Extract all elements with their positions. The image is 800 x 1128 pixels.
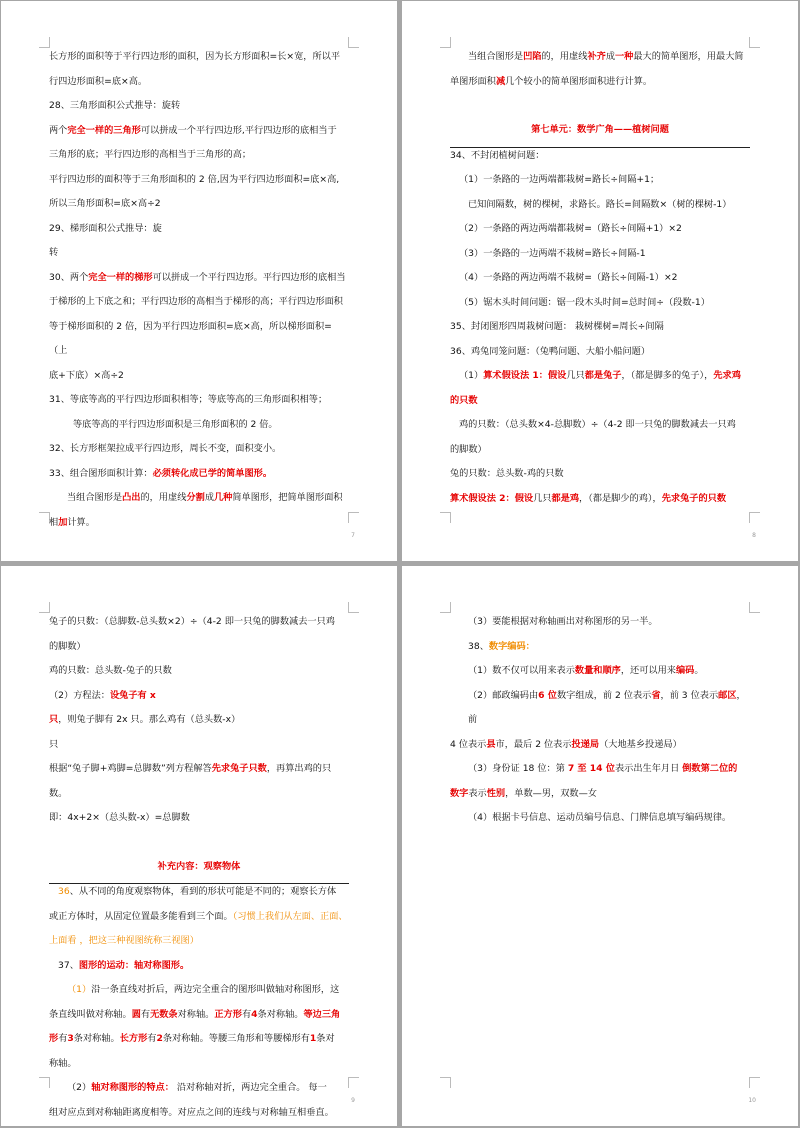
- text-line: 当组合图形是凸出的，用虚线分割成几种简单图形，把简单图形面积: [67, 492, 343, 503]
- text-line: 鸡的只数：（总头数×4-总脚数）÷（4-2 即一只兔的脚数减去一只鸡: [459, 419, 736, 430]
- document-page-8: [402, 1, 798, 561]
- section-heading: 38、数字编码：: [468, 640, 535, 652]
- text-line: 形有3条对称轴。长方形有2条对称轴。等腰三角形和等腰梯形有1条对: [49, 1033, 335, 1044]
- text-line: 算术假设法 2：假设几只都是鸡，（都是脚少的鸡），先求兔子的只数: [450, 492, 727, 504]
- text-line: 4 位表示县市，最后 2 位表示投递局（大地基乡投递局）: [450, 738, 682, 750]
- text-line: 即：4x+2×（总头数-x）=总脚数: [49, 812, 190, 823]
- text-line: 组对应点到对称轴距离度相等。对应点之间的连线与对称轴互相垂直。: [49, 1106, 334, 1118]
- crop-mark: [348, 512, 359, 523]
- text-line: （1）算术假设法 1：假设几只都是兔子，（都是脚多的兔子），先求鸡: [459, 370, 741, 381]
- page-body: [450, 610, 750, 831]
- section-heading: 37、图形的运动：轴对称图形。: [58, 959, 190, 971]
- text-line: 平行四边形的面积等于三角形面积的 2 倍,因为平行四边形面积=底×高,: [49, 173, 340, 185]
- text-line: 兔子的只数：（总脚数-总头数×2）÷（4-2 即一只兔的脚数减去一只鸡: [49, 616, 335, 627]
- text-line: 30、两个完全一样的梯形可以拼成一个平行四边形。平行四边形的底相当: [49, 271, 346, 283]
- section-heading: 35、封闭图形四周栽树问题： 栽树棵树=周长÷间隔: [450, 321, 664, 332]
- crop-mark: [348, 37, 359, 48]
- text-line: 行四边形面积=底×高。: [49, 75, 148, 87]
- crop-mark: [749, 37, 760, 48]
- text-line: 兔的只数：总头数-鸡的只数: [450, 468, 564, 479]
- text-line: 当组合图形是凹陷的，用虚线补齐成一种最大的简单图形，用最大简: [468, 51, 744, 62]
- page-number: 8: [752, 532, 756, 539]
- text-line: （4）根据卡号信息、运动员编号信息、门牌信息填写编码规律。: [468, 812, 732, 823]
- text-line: 鸡的只数：总头数-兔子的只数: [49, 665, 172, 676]
- text-line: 的脚数）: [450, 443, 487, 455]
- text-line: 长方形的面积等于平行四边形的面积，因为长方形面积=长×宽，所以平: [49, 51, 341, 62]
- crop-mark: [348, 1077, 359, 1088]
- text-line: 33、组合图形面积计算：必须转化成已学的简单图形。: [49, 467, 273, 479]
- page-number: 9: [351, 1097, 355, 1104]
- text-line: 于梯形的上下底之和；平行四边形的高相当于梯形的高；平行四边形面积: [49, 296, 343, 307]
- page-body: [450, 45, 750, 511]
- text-line: （1）一条路的一边两端都栽树=路长÷间隔+1；: [459, 174, 660, 185]
- text-line: 数字表示性别，单数—男，双数—女: [450, 787, 597, 799]
- crop-mark: [440, 1077, 451, 1088]
- text-line: 根据“兔子脚+鸡脚=总脚数”列方程解答先求兔子只数，再算出鸡的只数。: [49, 763, 332, 799]
- text-line: （3）一条路的一边两端不栽树=路长÷间隔-1: [459, 247, 646, 259]
- text-line: 条直线叫做对称轴。圆有无数条对称轴。正方形有4条对称轴。等边三角: [49, 1008, 341, 1020]
- section-heading: 36、鸡兔同笼问题：（兔鸭问题、大船小船问题）: [450, 345, 651, 357]
- text-line: （1）数不仅可以用来表示数量和顺序，还可以用来编码。: [468, 665, 704, 676]
- text-line: 的脚数）: [49, 640, 86, 652]
- text-line: 已知间隔数，树的棵树，求路长。路长=间隔数×（树的棵树-1）: [468, 198, 732, 210]
- text-line: 等底等高的平行四边形面积是三角形面积的 2 倍。: [73, 418, 278, 430]
- page-number: 10: [748, 1097, 756, 1104]
- section-title: 补充内容：观察物体: [157, 860, 241, 872]
- text-line: 相加计算。: [49, 516, 95, 528]
- text-line: 转: [49, 247, 59, 258]
- text-line: 36、从不同的角度观察物体，看到的形状可能是不同的；观察长方体: [58, 886, 337, 897]
- text-line: 三角形的底；平行四边形的高相当于三角形的高；: [49, 149, 252, 160]
- text-line: 32、长方形框架拉成平行四边形，周长不变，面积变小。: [49, 443, 282, 454]
- text-line: 称轴。: [49, 1057, 77, 1069]
- crop-mark: [440, 512, 451, 523]
- page-number: 7: [351, 532, 355, 539]
- text-line: 或正方体时，从固定位置最多能看到三个面。（习惯上我们从左面、正面、: [49, 910, 348, 922]
- text-line: 只: [49, 738, 59, 750]
- section-heading: 34、不封闭植树问题：: [450, 149, 545, 161]
- text-line: 两个完全一样的三角形可以拼成一个平行四边形,平行四边形的底相当于: [49, 124, 337, 136]
- text-line: （2）邮政编码由6 位数字组成，前 2 位表示省，前 3 位表示邮区，前: [468, 689, 746, 725]
- crop-mark: [749, 1077, 760, 1088]
- crop-mark: [749, 602, 760, 613]
- section-heading: 29、梯形面积公式推导：旋: [49, 222, 162, 234]
- section-heading: 28、三角形面积公式推导：旋转: [49, 100, 181, 111]
- text-line: （2）轴对称图形的特点： 沿对称轴对折，两边完全重合。 每一: [67, 1082, 327, 1093]
- text-line: （4）一条路的两边两端不栽树=（路长÷间隔-1）×2: [459, 272, 678, 283]
- text-line: 31、等底等高的平行四边形面积相等；等底等高的三角形面积相等；: [49, 394, 328, 405]
- text-line: 底+下底）×高÷2: [49, 369, 124, 381]
- crop-mark: [749, 512, 760, 523]
- text-line: （3）要能根据对称轴画出对称图形的另一半。: [468, 616, 658, 627]
- page-body: [49, 610, 349, 1125]
- unit-heading: 第七单元：数学广角——植树问题: [531, 124, 669, 135]
- crop-mark: [348, 602, 359, 613]
- text-line: 的只数: [450, 394, 478, 406]
- document-page-10: [402, 566, 798, 1126]
- text-line: 单图形面积减几个较小的简单图形面积进行计算。: [450, 75, 653, 87]
- text-line: 等于梯形面积的 2 倍，因为平行四边形面积=底×高，所以梯形面积=（上: [49, 320, 332, 356]
- text-line: （2）一条路的两边两端都栽树=（路长÷间隔+1）×2: [459, 223, 682, 234]
- text-line: 上面看 ，把这三种视图统称三视图）: [49, 935, 199, 946]
- document-page-7: [1, 1, 397, 561]
- text-line: 所以三角形面积=底×高÷2: [49, 198, 161, 209]
- text-line: （2）方程法：设兔子有 x 只，则兔子脚有 2x 只。那么鸡有（总头数-x）: [49, 689, 241, 725]
- text-line: （3）身份证 18 位：第 7 至 14 位表示出生年月日 倒数第二位的: [468, 763, 738, 774]
- text-line: （1）沿一条直线对折后，两边完全重合的图形叫做轴对称图形，这: [67, 984, 340, 995]
- document-page-9: [1, 566, 397, 1126]
- text-line: （5）锯木头时间问题：锯一段木头时间=总时间÷（段数-1）: [459, 296, 710, 308]
- page-body: [49, 45, 349, 535]
